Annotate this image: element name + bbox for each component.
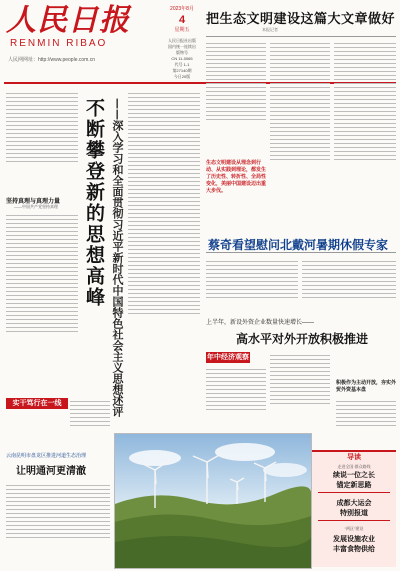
- guide-item-kicker: 走进全国·群众路线: [337, 464, 371, 469]
- small-headline[interactable]: 积极作为主动开放，夯实外贸外资基本盘: [336, 380, 397, 393]
- top-headline-byline: 本报记者: [262, 27, 278, 32]
- wind-farm-image: [115, 434, 311, 568]
- guide-divider: [318, 520, 390, 521]
- issue-day: 4: [178, 14, 186, 26]
- right-body-text-2: [270, 40, 330, 220]
- lower-body-text-2: [270, 352, 330, 430]
- issue-info-line: CN 11-0065: [171, 56, 193, 61]
- issue-info-line: 人民日报社出版: [168, 38, 196, 43]
- center-rule: [206, 252, 396, 253]
- top-headline[interactable]: 把生态文明建设这篇大文章做好: [206, 12, 396, 27]
- guide-item-title[interactable]: 发展设施农业: [333, 536, 375, 543]
- guide-divider: [318, 492, 390, 493]
- headline2[interactable]: 高水平对外开放积极推进: [236, 332, 369, 346]
- lower-body-text-3: [336, 398, 396, 444]
- center-body-text-1: [206, 258, 298, 316]
- guide-item-sub[interactable]: 锚定新思路: [336, 482, 372, 489]
- masthead-url[interactable]: 人民网网址：http://www.people.com.cn: [8, 57, 95, 63]
- right-body-text-1: [206, 40, 266, 158]
- headline2-kicker: 上半年，新设外资企业数量快速增长——: [206, 320, 315, 326]
- year-mid-label: 年中经济观察: [207, 354, 249, 361]
- bottom-headline[interactable]: 让明通河更清澈: [16, 466, 86, 477]
- left-bottom-text-b: [6, 482, 110, 566]
- frontline-label: 实干笃行在一线: [6, 398, 68, 409]
- issue-info-line: 今日20版: [173, 74, 191, 79]
- series-title: 坚持真理与真理力量: [6, 198, 61, 205]
- issue-info-line: 代号 1-1: [174, 62, 190, 67]
- guide-item-title[interactable]: 成都大运会: [336, 500, 372, 507]
- issue-info-line: 国内统一连续出版物号: [168, 44, 196, 55]
- guide-title: 导读: [347, 454, 361, 461]
- issue-info-line: 第27140期: [172, 68, 192, 73]
- issue-date-box: [168, 6, 196, 34]
- right-body-text-3: [334, 40, 396, 220]
- guide-item-sub[interactable]: 特别报道: [340, 510, 368, 517]
- masthead-title: 人民日报: [6, 3, 130, 38]
- feature-vertical-subtitle: ——深入学习和全面贯彻习近平新时代中国特色社会主义思想述评: [111, 98, 124, 417]
- feature-vertical-title[interactable]: 不断攀登新的思想高峰: [83, 98, 105, 308]
- issue-date: 2023年8月: [170, 6, 194, 12]
- issue-info: [168, 38, 196, 80]
- left-bottom-text-a: [70, 398, 110, 442]
- series-subtitle: ——中国共产党坚持真理: [14, 204, 58, 209]
- left-body-text-2: [6, 212, 78, 388]
- issue-weekday: 星期五: [174, 27, 190, 33]
- guide-item-kicker: “两区”建设: [344, 526, 364, 531]
- headline-rule: [206, 36, 396, 37]
- left-body-text-1: [6, 90, 78, 190]
- center-headline[interactable]: 蔡奇看望慰问北戴河暑期休假专家: [208, 238, 389, 252]
- center-body-text-2: [302, 258, 396, 316]
- pull-quote: 生态文明建设从理念到行动、从实践到理论，都发生了历史性、转折性、全局性变化，美丽中国建设迈出重大步伐。: [206, 160, 267, 194]
- guide-item-title[interactable]: 续说一位之长: [333, 472, 375, 479]
- lower-body-text-1: [206, 366, 266, 430]
- guide-item-sub[interactable]: 丰富食物供给: [333, 546, 375, 553]
- wind-farm-photo[interactable]: [114, 433, 312, 569]
- middle-body-text: [128, 90, 200, 420]
- bottom-kicker: 云南昆明市盘龙区推进河道生态治理: [6, 453, 87, 459]
- masthead-pinyin: RENMIN RIBAO: [10, 38, 108, 49]
